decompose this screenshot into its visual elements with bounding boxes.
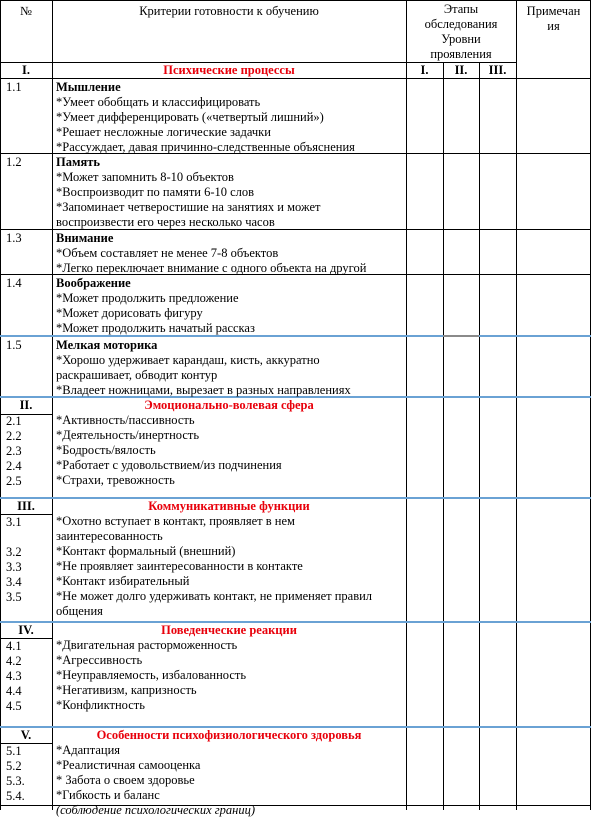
- row-numbers: 3.1 3.2 3.3 3.4 3.5: [6, 515, 22, 604]
- section-title: Психические процессы: [163, 63, 295, 77]
- section-title: Поведенческие реакции: [161, 623, 297, 637]
- row-number: 1.2: [6, 155, 22, 169]
- criterion-cell: Память *Может запомнить 8-10 объектов *Воспроизводит по памяти 6-10 слов *Запоминает четверостишие на занятиях и может воспроизвести его через несколько часов: [56, 155, 321, 229]
- criterion-cell: *Двигательная расторможенность *Агрессивность *Неуправляемость, избалованность *Негативизм, капризность *Конфликтность: [56, 638, 247, 712]
- criterion-cell: *Адаптация *Реалистичная самооценка * Забота о своем здоровье *Гибкость и баланс (соблюдение психологических границ): [56, 743, 255, 817]
- criterion-cell: *Охотно вступает в контакт, проявляет в нем заинтересованность *Контакт формальный (внешний) *Не проявляет заинтересованности в контакте *Контакт избирательный *Не может долго удерживать контакт, не применяет правил общения: [56, 514, 373, 618]
- header-criteria: Критерии готовности к обучению: [139, 4, 319, 18]
- header-notes: Примечан ия: [526, 4, 581, 33]
- criterion-cell: Воображение *Может продолжить предложение *Может дорисовать фигуру *Может продолжить начатый рассказ: [56, 276, 255, 335]
- row-number: 1.4: [6, 276, 22, 290]
- criterion-cell: *Активность/пассивность *Деятельность/инертность *Бодрость/вялость *Работает с удовольствием/из подчинения *Страхи, тревожность: [56, 413, 282, 487]
- section-number: II.: [19, 398, 33, 412]
- level-3-header: III.: [488, 63, 507, 77]
- page-break-shadow: [443, 335, 479, 337]
- section-number: V.: [20, 728, 32, 742]
- header-number: №: [20, 4, 32, 18]
- section-title: Особенности психофизиологического здоровья: [96, 728, 362, 742]
- row-numbers: 4.1 4.2 4.3 4.4 4.5: [6, 639, 22, 713]
- section-title: Коммуникативные функции: [148, 499, 310, 513]
- header-stages: Этапы обследования Уровни проявления: [424, 2, 498, 61]
- row-number: 1.3: [6, 231, 22, 245]
- criterion-cell: Внимание *Объем составляет не менее 7-8 объектов *Легко переключает внимание с одного объекта на другой: [56, 231, 367, 275]
- row-number: 1.5: [6, 338, 22, 352]
- row-number: 1.1: [6, 80, 22, 94]
- row-numbers: 2.1 2.2 2.3 2.4 2.5: [6, 414, 22, 488]
- criterion-cell: Мелкая моторика *Хорошо удерживает карандаш, кисть, аккуратно раскрашивает, обводит контур *Владеет ножницами, вырезает в разных направлениях: [56, 338, 351, 397]
- section-number: I.: [22, 63, 30, 77]
- level-1-header: I.: [420, 63, 429, 77]
- section-title: Эмоционально-волевая сфера: [144, 398, 314, 412]
- section-number: IV.: [18, 623, 34, 637]
- row-numbers: 5.1 5.2 5.3. 5.4.: [6, 744, 25, 803]
- criterion-cell: Мышление *Умеет обобщать и классифицировать *Умеет дифференцировать («четвертый лишний») *Решает несложные логические задачки *Рассуждает, давая причинно-следственные объяснения: [56, 80, 355, 154]
- level-2-header: II.: [454, 63, 468, 77]
- section-number: III.: [17, 499, 35, 513]
